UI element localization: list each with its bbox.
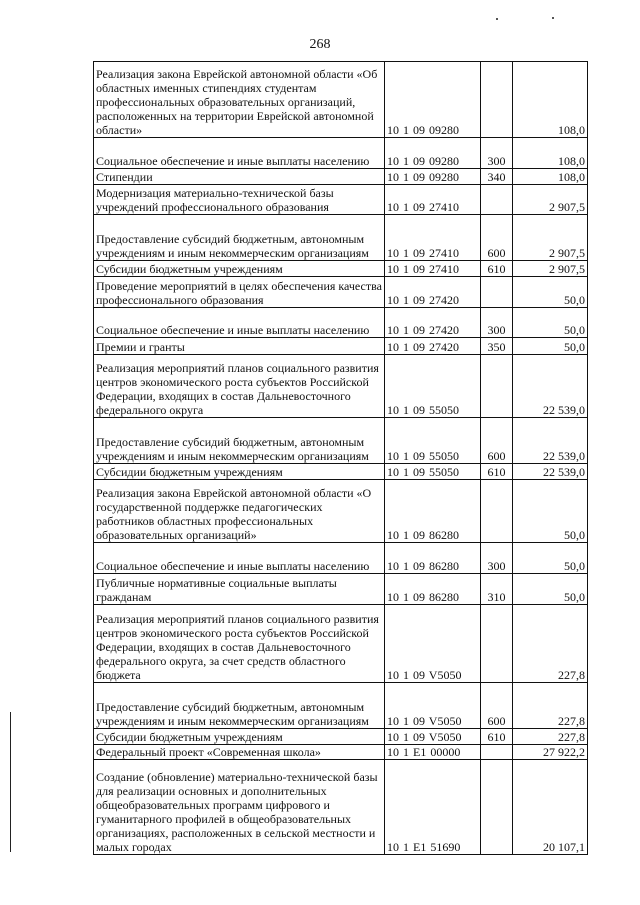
row-amount: 50,0 bbox=[513, 480, 588, 543]
row-code: 10 1 09 86280 bbox=[385, 574, 481, 605]
row-expense-type: 600 bbox=[481, 418, 513, 464]
table-row bbox=[94, 138, 588, 169]
row-name: Предоставление субсидий бюджетным, автономным учреждениям и иным некоммерческим организациям bbox=[94, 215, 385, 261]
row-amount: 227,8 bbox=[513, 605, 588, 683]
row-amount: 108,0 bbox=[513, 62, 588, 138]
row-code: 10 1 09 55050 bbox=[385, 464, 481, 480]
scan-speck bbox=[552, 17, 554, 19]
row-expense-type: 610 bbox=[481, 261, 513, 277]
row-amount: 20 107,1 bbox=[513, 760, 588, 855]
row-amount: 50,0 bbox=[513, 308, 588, 338]
row-amount: 108,0 bbox=[513, 169, 588, 185]
row-code: 10 1 09 09280 bbox=[385, 62, 481, 138]
row-code: 10 1 09 27420 bbox=[385, 338, 481, 355]
row-amount: 108,0 bbox=[513, 138, 588, 169]
row-amount: 27 922,2 bbox=[513, 745, 588, 760]
row-expense-type: 350 bbox=[481, 338, 513, 355]
row-amount: 50,0 bbox=[513, 338, 588, 355]
row-amount: 50,0 bbox=[513, 277, 588, 308]
row-expense-type: 600 bbox=[481, 683, 513, 729]
row-amount: 227,8 bbox=[513, 729, 588, 745]
table-row bbox=[94, 543, 588, 574]
row-code: 10 1 09 09280 bbox=[385, 138, 481, 169]
row-amount: 50,0 bbox=[513, 574, 588, 605]
row-expense-type bbox=[481, 355, 513, 418]
row-expense-type bbox=[481, 185, 513, 215]
row-expense-type: 310 bbox=[481, 574, 513, 605]
row-name: Субсидии бюджетным учреждениям bbox=[94, 729, 385, 745]
row-code: 10 1 09 55050 bbox=[385, 355, 481, 418]
table-row bbox=[94, 185, 588, 215]
margin-line bbox=[10, 712, 11, 852]
row-name: Субсидии бюджетным учреждениям bbox=[94, 464, 385, 480]
row-name: Социальное обеспечение и иные выплаты населению bbox=[94, 543, 385, 574]
table-row bbox=[94, 62, 588, 138]
row-name: Реализация закона Еврейской автономной области «О государственной поддержке педагогических работников областных профессиональных образовательных организаций» bbox=[94, 480, 385, 543]
row-expense-type: 600 bbox=[481, 215, 513, 261]
row-code: 10 1 09 27410 bbox=[385, 215, 481, 261]
row-code: 10 1 09 86280 bbox=[385, 543, 481, 574]
row-expense-type bbox=[481, 480, 513, 543]
row-amount: 50,0 bbox=[513, 543, 588, 574]
table-row bbox=[94, 215, 588, 261]
table-row bbox=[94, 355, 588, 418]
table-row bbox=[94, 308, 588, 338]
row-name: Премии и гранты bbox=[94, 338, 385, 355]
table-row bbox=[94, 464, 588, 480]
table-row bbox=[94, 261, 588, 277]
row-amount: 22 539,0 bbox=[513, 418, 588, 464]
table-row bbox=[94, 745, 588, 760]
row-name: Социальное обеспечение и иные выплаты населению bbox=[94, 308, 385, 338]
row-code: 10 1 09 27410 bbox=[385, 185, 481, 215]
row-name: Субсидии бюджетным учреждениям bbox=[94, 261, 385, 277]
row-name: Реализация мероприятий планов социального развития центров экономического роста субъектов Российской Федерации, входящих в состав Дальневосточного федерального округа bbox=[94, 355, 385, 418]
row-code: 10 1 09 86280 bbox=[385, 480, 481, 543]
row-name: Проведение мероприятий в целях обеспечения качества профессионального образования bbox=[94, 277, 385, 308]
table-row bbox=[94, 418, 588, 464]
row-code: 10 1 09 27410 bbox=[385, 261, 481, 277]
table-row bbox=[94, 574, 588, 605]
budget-table bbox=[93, 61, 588, 855]
table-row bbox=[94, 277, 588, 308]
row-amount: 2 907,5 bbox=[513, 185, 588, 215]
row-name: Предоставление субсидий бюджетным, автономным учреждениям и иным некоммерческим организациям bbox=[94, 418, 385, 464]
row-code: 10 1 09 09280 bbox=[385, 169, 481, 185]
table-row bbox=[94, 605, 588, 683]
table-row bbox=[94, 729, 588, 745]
row-code: 10 1 09 V5050 bbox=[385, 729, 481, 745]
scan-speck bbox=[496, 18, 498, 20]
row-expense-type: 340 bbox=[481, 169, 513, 185]
row-expense-type bbox=[481, 277, 513, 308]
table-row bbox=[94, 338, 588, 355]
row-expense-type: 610 bbox=[481, 464, 513, 480]
row-expense-type: 610 bbox=[481, 729, 513, 745]
row-amount: 227,8 bbox=[513, 683, 588, 729]
row-code: 10 1 09 V5050 bbox=[385, 605, 481, 683]
row-name: Стипендии bbox=[94, 169, 385, 185]
row-name: Федеральный проект «Современная школа» bbox=[94, 745, 385, 760]
row-name: Социальное обеспечение и иные выплаты населению bbox=[94, 138, 385, 169]
row-expense-type: 300 bbox=[481, 308, 513, 338]
table-row bbox=[94, 480, 588, 543]
row-amount: 2 907,5 bbox=[513, 215, 588, 261]
row-code: 10 1 E1 51690 bbox=[385, 760, 481, 855]
row-expense-type: 300 bbox=[481, 543, 513, 574]
row-name: Публичные нормативные социальные выплаты гражданам bbox=[94, 574, 385, 605]
row-code: 10 1 E1 00000 bbox=[385, 745, 481, 760]
table-row bbox=[94, 760, 588, 855]
table-row bbox=[94, 169, 588, 185]
table-row bbox=[94, 683, 588, 729]
row-name: Предоставление субсидий бюджетным, автономным учреждениям и иным некоммерческим организациям bbox=[94, 683, 385, 729]
row-expense-type bbox=[481, 760, 513, 855]
row-code: 10 1 09 27420 bbox=[385, 308, 481, 338]
row-amount: 22 539,0 bbox=[513, 355, 588, 418]
budget-table-body bbox=[94, 62, 588, 855]
row-expense-type: 300 bbox=[481, 138, 513, 169]
row-name: Реализация закона Еврейской автономной области «Об областных именных стипендиях студентам профессиональных образовательных организаций, расположенных на территории Еврейской автономной области» bbox=[94, 62, 385, 138]
row-name: Создание (обновление) материально-технической базы для реализации основных и дополнительных общеобразовательных программ цифрового и гуманитарного профилей в общеобразовательных организациях, расположенных в сельской местности и малых городах bbox=[94, 760, 385, 855]
row-amount: 2 907,5 bbox=[513, 261, 588, 277]
page-number: 268 bbox=[309, 37, 331, 52]
row-code: 10 1 09 55050 bbox=[385, 418, 481, 464]
row-amount: 22 539,0 bbox=[513, 464, 588, 480]
row-code: 10 1 09 V5050 bbox=[385, 683, 481, 729]
row-name: Реализация мероприятий планов социального развития центров экономического роста субъектов Российской Федерации, входящих в состав Дальневосточного федерального округа, за счет средств областного бюджета bbox=[94, 605, 385, 683]
row-expense-type bbox=[481, 605, 513, 683]
row-expense-type bbox=[481, 745, 513, 760]
row-code: 10 1 09 27420 bbox=[385, 277, 481, 308]
row-name: Модернизация материально-технической базы учреждений профессионального образования bbox=[94, 185, 385, 215]
row-expense-type bbox=[481, 62, 513, 138]
